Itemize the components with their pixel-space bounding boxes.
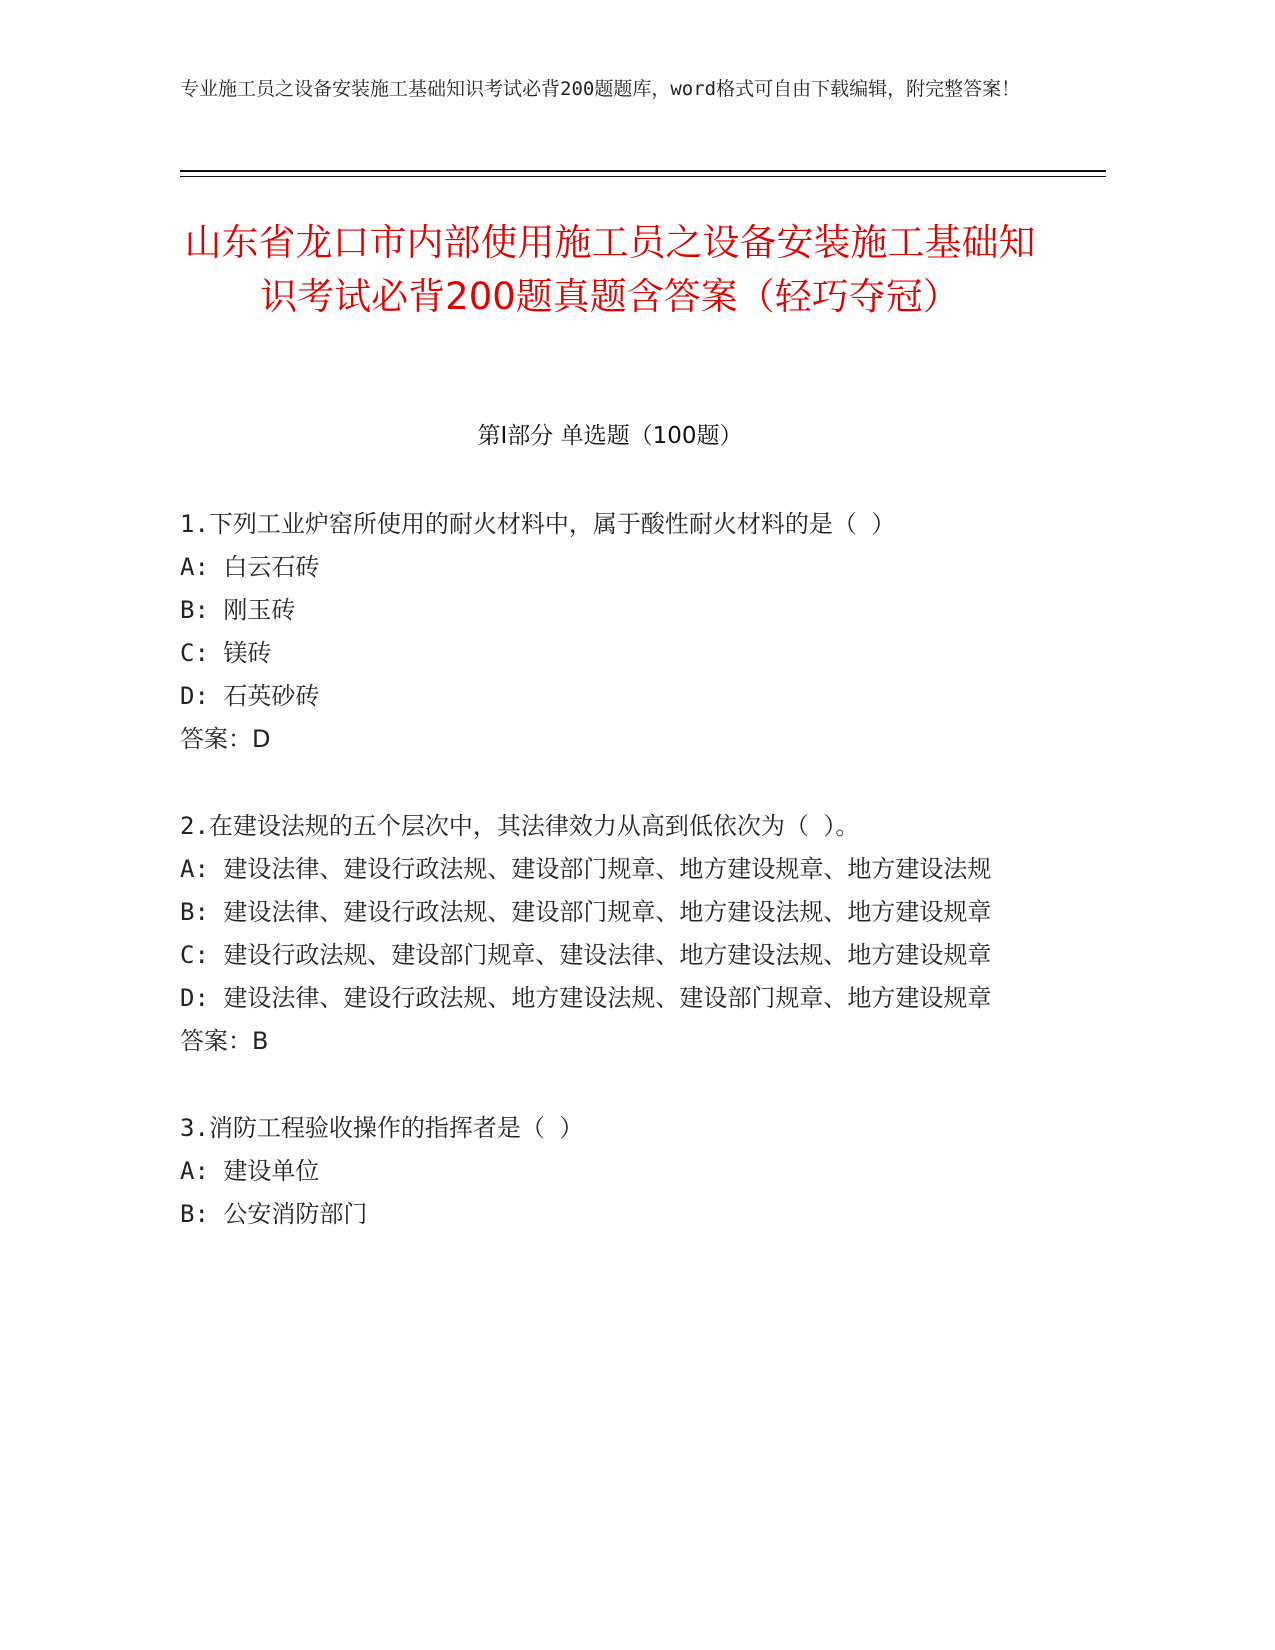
- question-list: [180, 503, 1040, 1280]
- question-text: 1.下列工业炉窑所使用的耐火材料中，属于酸性耐火材料的是（ ）: [180, 510, 896, 538]
- question-text: 3.消防工程验收操作的指挥者是（ ）: [180, 1114, 584, 1142]
- question-2: [180, 805, 1040, 1063]
- answer-label: 答案：: [180, 725, 252, 753]
- answer-value: B: [252, 1027, 269, 1055]
- option-b: B: 建设法律、建设行政法规、建设部门规章、地方建设法规、地方建设规章: [180, 898, 992, 926]
- answer-value: D: [252, 725, 271, 753]
- section-heading: 第Ⅰ部分 单选题（100题）: [477, 423, 743, 449]
- header-divider-thick: [180, 170, 1106, 172]
- option-c: C: 建设行政法规、建设部门规章、建设法律、地方建设法规、地方建设规章: [180, 941, 992, 969]
- answer-line: [180, 718, 1040, 761]
- header-divider-thin: [180, 176, 1106, 177]
- option-b: B: 公安消防部门: [180, 1200, 368, 1228]
- option-d: D: 石英砂砖: [180, 682, 320, 710]
- answer-label: 答案：: [180, 1027, 252, 1055]
- option-d: D: 建设法律、建设行政法规、地方建设法规、建设部门规章、地方建设规章: [180, 984, 992, 1012]
- option-a: A: 建设法律、建设行政法规、建设部门规章、地方建设规章、地方建设法规: [180, 855, 992, 883]
- question-text: 2.在建设法规的五个层次中，其法律效力从高到低依次为（ ）。: [180, 812, 860, 840]
- option-a: A: 白云石砖: [180, 553, 320, 581]
- question-1: [180, 503, 1040, 761]
- answer-line: [180, 1020, 1040, 1063]
- document-title: 山东省龙口市内部使用施工员之设备安装施工基础知识考试必背200题真题含答案（轻巧夺冠）: [184, 221, 1036, 318]
- option-b: B: 刚玉砖: [180, 596, 296, 624]
- option-c: C: 镁砖: [180, 639, 272, 667]
- option-a: A: 建设单位: [180, 1157, 320, 1185]
- header-note: 专业施工员之设备安装施工基础知识考试必背200题题库，word格式可自由下载编辑，附完整答案！: [180, 78, 1021, 100]
- question-3: [180, 1107, 1040, 1236]
